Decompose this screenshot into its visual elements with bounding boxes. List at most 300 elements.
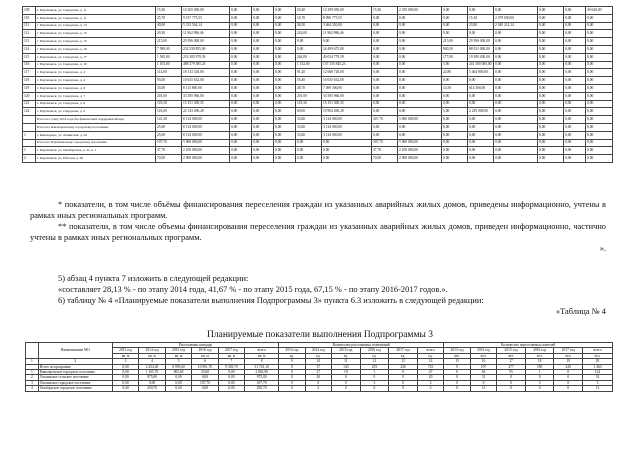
table-row xyxy=(23,108,613,116)
year-header: 2013 год xyxy=(279,348,305,353)
table-cell: 0,00 xyxy=(274,123,296,131)
table-cell: 0,00 xyxy=(468,139,494,147)
resettlement-table xyxy=(22,6,613,163)
table-cell: 31 741,10 xyxy=(245,364,279,369)
table-cell: 0 xyxy=(470,380,496,385)
table-cell: 5,00 xyxy=(442,61,468,69)
table-cell: 12 299 050,00 xyxy=(322,7,372,15)
table-cell: 0 xyxy=(554,386,583,391)
table-cell: 177,00 xyxy=(442,53,468,61)
table-cell: 13 xyxy=(470,386,496,391)
table-cell: 307,70 xyxy=(372,116,398,124)
table-cell: Итого по программе xyxy=(38,364,112,369)
table-cell: 0,00 xyxy=(586,61,613,69)
table-cell: 2 454,40 xyxy=(139,364,165,369)
table-cell: 215,00 xyxy=(442,38,468,46)
table-cell: 2 479 000,00 xyxy=(494,14,538,22)
table-cell: 0,00 xyxy=(564,131,586,139)
table-cell: 0,00 xyxy=(468,7,494,15)
table-cell: 8 096 775,55 xyxy=(322,14,372,22)
table-row xyxy=(23,77,613,85)
table-cell: 118,30 xyxy=(296,100,322,108)
year-header: 2017 год xyxy=(554,348,583,353)
table-cell: 15,30 xyxy=(156,7,182,15)
table-cell: 0,00 xyxy=(538,38,564,46)
table-cell: 0,00 xyxy=(494,38,538,46)
closing-quote: ». xyxy=(599,244,606,253)
column-number: 14 xyxy=(417,359,443,364)
table-cell: 477 xyxy=(497,364,526,369)
unit-header: кв. м xyxy=(218,353,244,358)
table-cell: 0 xyxy=(444,375,470,380)
table-cell: 40,00 xyxy=(156,22,182,30)
table-cell: 0,00 xyxy=(230,30,252,38)
table-row xyxy=(23,69,613,77)
table-cell: 0,00 xyxy=(252,108,274,116)
table-cell: 30 640,00 xyxy=(586,7,613,15)
table-cell: 0,00 xyxy=(586,84,613,92)
table-cell: 0,00 xyxy=(372,14,398,22)
table-cell: 0,00 xyxy=(296,45,322,53)
table-cell: 0,00 xyxy=(372,131,398,139)
table-cell: г. Кавалерово, ул. Ленинская, д. 26 xyxy=(36,131,156,139)
table-cell: 1 152,00 xyxy=(296,61,322,69)
table-cell: 33,60 xyxy=(296,123,322,131)
table-cell: 0,00 xyxy=(586,116,613,124)
table-cell: 48,70 xyxy=(296,84,322,92)
table-cell: 0,00 xyxy=(398,123,442,131)
table-cell: 0,00 xyxy=(586,123,613,131)
table-cell: 0 xyxy=(444,386,470,391)
table-cell: 0,00 xyxy=(274,100,296,108)
amendment-5-text: «составляет 28,13 % - по этапу 2014 года, 41,67 % - по этапу 2015 года, 67,15 % - по этапу 2016-2017 годов.». xyxy=(58,285,448,294)
table-cell: 0,00 xyxy=(564,30,586,38)
table-cell: 0,00 xyxy=(230,14,252,22)
table-cell: 0,00 xyxy=(252,139,274,147)
table-cell: 201,00 xyxy=(156,92,182,100)
column-number: 16 xyxy=(470,359,496,364)
year-header: 2017 год xyxy=(389,348,418,353)
table-row xyxy=(23,22,613,30)
table-cell: 614 500,00 xyxy=(468,84,494,92)
table-cell: 0,00 xyxy=(494,7,538,15)
table-cell: 0,00 xyxy=(398,45,442,53)
table-cell: 0,00 xyxy=(218,386,244,391)
table-cell: 120 xyxy=(23,92,36,100)
unit-header: чел. xyxy=(583,353,613,358)
table-cell: 0,00 xyxy=(230,116,252,124)
table-cell: 2 239 000,00 xyxy=(468,108,494,116)
table-cell: 1 165,70 xyxy=(139,370,165,375)
table-cell: 55,40 xyxy=(296,77,322,85)
table-cell: 0,00 xyxy=(252,123,274,131)
table-cell: 0,00 xyxy=(252,38,274,46)
footnote-2: ** показатели, в том числе объемы финансирования переселения граждан из указанных аварийных жилых домов, приведен информационно, частично учтены в рамках иных региональных программ. xyxy=(30,222,606,242)
table-cell: 0 xyxy=(279,380,305,385)
table-cell: 0,00 xyxy=(274,116,296,124)
table-cell: 93,00 xyxy=(156,77,182,85)
table-cell: 0,00 xyxy=(442,92,468,100)
table-cell: 1 463 xyxy=(583,364,613,369)
table-cell: 0,00 xyxy=(586,92,613,100)
table-cell: 1 xyxy=(525,370,554,375)
table-row xyxy=(23,139,613,147)
table-cell: 20,30 xyxy=(156,30,182,38)
table-cell: 975,00 xyxy=(139,375,165,380)
table-cell: 116 xyxy=(23,61,36,69)
table-cell: 33,60 xyxy=(192,370,218,375)
table-cell: 20 xyxy=(417,375,443,380)
table-cell: 0,00 xyxy=(538,30,564,38)
table-cell: 0,00 xyxy=(442,131,468,139)
table-cell: 0,00 xyxy=(494,53,538,61)
table-cell: 0,00 xyxy=(252,155,274,163)
table-cell: 965,60 xyxy=(165,370,191,375)
table-cell: 2 xyxy=(23,155,36,163)
table-cell: 0,00 xyxy=(252,131,274,139)
table-cell: 0,00 xyxy=(564,100,586,108)
table-cell: 3 134 000,00 xyxy=(322,131,372,139)
table-cell: 0,00 xyxy=(564,7,586,15)
table-cell: 8 134 000,00 xyxy=(182,131,230,139)
table-cell: 107,70 xyxy=(245,380,279,385)
table-cell: 0 xyxy=(360,386,389,391)
table-cell: г. Партизанск, ул. Свердлова, д. 11 xyxy=(36,14,156,22)
table-cell: 18 133 520,00 xyxy=(182,69,230,77)
table-row xyxy=(23,116,613,124)
table-cell: 0,00 xyxy=(586,77,613,85)
unit-header: кв. м xyxy=(192,353,218,358)
table-cell: 488 379 385,23 xyxy=(182,61,230,69)
table-row xyxy=(23,45,613,53)
table-cell: 19 xyxy=(332,370,361,375)
table-cell: 0,00 xyxy=(252,84,274,92)
table-cell: 0,00 xyxy=(372,77,398,85)
table-cell: 121 xyxy=(23,100,36,108)
table-cell: 0,00 xyxy=(564,61,586,69)
year-header: 2015 год xyxy=(497,348,526,353)
table-cell: 0,00 xyxy=(564,116,586,124)
table-cell: 0,00 xyxy=(564,38,586,46)
table-cell: 0,00 xyxy=(398,77,442,85)
table-cell: 0 xyxy=(332,375,361,380)
table-cell: 3 xyxy=(417,380,443,385)
table-cell: 0,00 xyxy=(442,116,468,124)
table-cell: 22 143 496,20 xyxy=(182,108,230,116)
table-cell: г. Партизанск, ул. Свердлова, д. 11 xyxy=(36,7,156,15)
table-cell: 5 313 564,14 xyxy=(182,22,230,30)
table-cell: 0,00 xyxy=(372,22,398,30)
table-cell: 0,00 xyxy=(564,45,586,53)
table-cell: 15,10 xyxy=(468,14,494,22)
table-cell: г. Партизанск, ул. Свердлова, д. 15 xyxy=(36,30,156,38)
table-number: «Таблица № 4 xyxy=(555,307,606,316)
table-cell: 0,00 xyxy=(274,53,296,61)
table-cell: 3 134 000,00 xyxy=(322,123,372,131)
table-cell: 0,00 xyxy=(494,100,538,108)
table-cell: 11 962 986,46 xyxy=(182,30,230,38)
table-cell: г. Партизанск, ул. Свердлова, д. 9 xyxy=(36,108,156,116)
table-cell: 117 xyxy=(23,69,36,77)
table-cell: 0,00 xyxy=(296,147,322,155)
table-cell: 0,00 xyxy=(494,84,538,92)
table-cell: 111 xyxy=(23,22,36,30)
unit-header: ед. xyxy=(417,353,443,358)
table-cell: 0 xyxy=(525,386,554,391)
table-cell: 0,00 xyxy=(586,38,613,46)
table-cell: 0,00 xyxy=(112,386,138,391)
table-cell: 0 xyxy=(279,364,305,369)
table-cell: 0,00 xyxy=(230,100,252,108)
table-cell: 3 xyxy=(583,380,613,385)
table-cell: 0 xyxy=(389,375,418,380)
table-cell: 0,00 xyxy=(230,53,252,61)
table-cell: 0,00 xyxy=(139,380,165,385)
table-cell: 20 xyxy=(305,375,331,380)
table-cell: 37,70 xyxy=(156,147,182,155)
table-cell: 0,00 xyxy=(564,22,586,30)
table-cell: 0,00 xyxy=(274,38,296,46)
group-rooms: Количество расселяемых помещений xyxy=(279,343,444,348)
table-cell: 0,00 xyxy=(230,77,252,85)
table-cell: 0,00 xyxy=(252,77,274,85)
year-header: 2015 год xyxy=(112,348,138,353)
table-cell: 10 635 632,00 xyxy=(322,77,372,85)
table-cell: 63 xyxy=(470,370,496,375)
table-cell: 0,00 xyxy=(112,380,138,385)
table-cell: г. Партизанск, ул. Свердлова, д. 17 xyxy=(36,53,156,61)
table-cell: 0,00 xyxy=(218,375,244,380)
table-cell: 0,00 xyxy=(586,139,613,147)
unit-header: кв. м xyxy=(112,353,138,358)
table-cell: 0,00 xyxy=(230,139,252,147)
table-cell: 0,00 xyxy=(398,69,442,77)
table-cell: 40 034 779,39 xyxy=(322,53,372,61)
table-cell: 4 xyxy=(26,386,39,391)
table-cell: 0,00 xyxy=(564,139,586,147)
table-cell: 70,00 xyxy=(372,155,398,163)
table-cell: 5 000 000,00 xyxy=(182,139,230,147)
table-cell: 0,00 xyxy=(538,84,564,92)
table-cell: 0,00 xyxy=(586,69,613,77)
unit-header: чел. xyxy=(525,353,554,358)
table-cell: 0,00 xyxy=(230,147,252,155)
table-cell: 0,00 xyxy=(398,30,442,38)
table-cell: 19 389 200,00 xyxy=(468,53,494,61)
year-header: всего xyxy=(245,348,279,353)
table-cell: 0,00 xyxy=(468,77,494,85)
unit-header: чел. xyxy=(554,353,583,358)
table-cell: 0,00 xyxy=(538,108,564,116)
table-cell: 3 464 350,00 xyxy=(322,22,372,30)
table-cell: 0,00 xyxy=(252,22,274,30)
table-row xyxy=(23,147,613,155)
table-cell: 0,00 xyxy=(494,108,538,116)
table-cell: 0 xyxy=(332,386,361,391)
table-row xyxy=(23,38,613,46)
table-cell: 0,00 xyxy=(252,147,274,155)
table-cell: 5 000 000,00 xyxy=(398,116,442,124)
table-cell: 116,00 xyxy=(156,108,182,116)
year-header: 2016 год xyxy=(192,348,218,353)
year-header: 2013 год xyxy=(444,348,470,353)
table-cell: 3 xyxy=(26,380,39,385)
table-cell: 0,00 xyxy=(165,380,191,385)
table-cell: 37 xyxy=(305,364,331,369)
table-cell: 725 xyxy=(417,364,443,369)
table-cell: г. Партизанск, ул. Свердлова, д. 15 xyxy=(36,38,156,46)
table-cell: 0,00 xyxy=(494,147,538,155)
table-cell: 233 385 979,39 xyxy=(182,53,230,61)
year-header: всего xyxy=(583,348,613,353)
table-cell: 15 151 300,35 xyxy=(182,100,230,108)
table-cell: 0,00 xyxy=(398,92,442,100)
table-cell: 113 xyxy=(23,38,36,46)
table-cell: 124 xyxy=(583,370,613,375)
table-cell: 0,00 xyxy=(494,45,538,53)
table-cell: 0,00 xyxy=(398,108,442,116)
table-cell: 0,00 xyxy=(274,69,296,77)
table-cell: г. Партизанск, ул. Свердлова, д. 19 xyxy=(36,61,156,69)
table-cell: 118 xyxy=(23,77,36,85)
table-cell: 0,00 xyxy=(230,131,252,139)
column-number: 1 xyxy=(26,359,39,364)
year-header: 2016 год xyxy=(360,348,389,353)
year-header: 2014 год xyxy=(305,348,331,353)
table-cell: 9 339,70 xyxy=(218,364,244,369)
unit-header: ед. xyxy=(279,353,305,358)
table-cell: 118,30 xyxy=(156,100,182,108)
table-cell: 0,00 xyxy=(296,38,322,46)
table-cell: 0,00 xyxy=(372,92,398,100)
table-cell: г. Партизанск, ул. Свердлова, д. 16 xyxy=(36,45,156,53)
table-cell: 0,00 xyxy=(564,155,586,163)
column-number: 19 xyxy=(554,359,583,364)
table-cell: 0,00 xyxy=(372,123,398,131)
table-cell: 0,00 xyxy=(442,77,468,85)
column-number: 20 xyxy=(583,359,613,364)
column-number: 5 xyxy=(165,359,191,364)
table-row xyxy=(23,92,613,100)
table-cell: 250,70 xyxy=(245,386,279,391)
column-number: 6 xyxy=(192,359,218,364)
table-cell: 0,00 xyxy=(468,92,494,100)
group-area: Расселяемая площадь xyxy=(112,343,278,348)
table-cell: 0,00 xyxy=(372,84,398,92)
table-cell: 0,00 xyxy=(230,123,252,131)
table-cell: 0,00 xyxy=(372,61,398,69)
year-header: 2015 год xyxy=(165,348,191,353)
table-cell: Кавалеровское городское поселение xyxy=(38,370,112,375)
table-cell: 0 xyxy=(279,375,305,380)
table-cell: 14,50 xyxy=(442,84,468,92)
table-cell: 0,00 xyxy=(230,69,252,77)
column-number: 7 xyxy=(218,359,244,364)
table-cell: 0,00 xyxy=(252,92,274,100)
table-cell: 0,00 xyxy=(538,69,564,77)
col-mo-name: Наименование МО xyxy=(38,343,112,359)
unit-header: кв. м xyxy=(139,353,165,358)
table-cell: 0,00 xyxy=(442,147,468,155)
table-cell: 2 xyxy=(26,375,39,380)
table-cell: 0,00 xyxy=(442,100,468,108)
table-cell: 0 xyxy=(279,370,305,375)
table-cell: 0,00 xyxy=(274,155,296,163)
table-cell: 0,00 xyxy=(230,22,252,30)
table-cell: 2 900 000,00 xyxy=(182,155,230,163)
table-cell: 0,00 xyxy=(274,84,296,92)
table-cell: 7 499 300,00 xyxy=(322,84,372,92)
table-cell: 0,00 xyxy=(372,45,398,53)
table-cell: 91,20 xyxy=(296,69,322,77)
table-cell: 0,00 xyxy=(322,147,372,155)
table-cell: 11 962 986,46 xyxy=(322,30,372,38)
table-cell: 2 100 000,00 xyxy=(182,147,230,155)
column-number: 3 xyxy=(112,359,138,364)
table-cell: 0,00 xyxy=(274,14,296,22)
table-cell: 0,00 xyxy=(398,38,442,46)
table-cell: 19 904 496,20 xyxy=(322,108,372,116)
table-cell: г. Партизанск, ул. Свердлова, д. 8 xyxy=(36,100,156,108)
table-cell: 0,00 xyxy=(564,108,586,116)
table-cell: 0,00 xyxy=(442,155,468,163)
table-cell: 25,70 xyxy=(156,14,182,22)
table-row xyxy=(23,123,613,131)
table-cell: 0,00 xyxy=(538,139,564,147)
unit-header: ед. xyxy=(332,353,361,358)
table-cell: 0,00 xyxy=(586,100,613,108)
table-cell: 31 xyxy=(470,375,496,380)
column-number: 10 xyxy=(305,359,331,364)
table-cell: Итого по Партизанскому городскому поселению xyxy=(36,139,156,147)
table-cell: 0,00 xyxy=(230,7,252,15)
table-cell: 2 863,90 xyxy=(245,370,279,375)
table-cell: 0,00 xyxy=(274,147,296,155)
table-cell: 1 xyxy=(360,370,389,375)
table-cell: 0,00 xyxy=(564,84,586,92)
table-cell: 0,00 xyxy=(398,14,442,22)
table-cell: 70,00 xyxy=(156,155,182,163)
table-cell: 0,00 xyxy=(442,14,468,22)
table-cell: 0 xyxy=(389,370,418,375)
table-cell: 0,00 xyxy=(586,131,613,139)
table-cell: г. Партизанск, ул. Свердлова, д. 7 xyxy=(36,92,156,100)
table-cell: 10 635 632,00 xyxy=(182,77,230,85)
table-cell: 0 xyxy=(360,375,389,380)
table-cell: 10 901,70 xyxy=(192,364,218,369)
footnote-1: * показатели, в том числе объёмы финансирования переселения граждан из указанных аварийных жилых домов, приведены информационно, учтены в рамках иных региональных программ. xyxy=(30,200,606,220)
table-cell: 0,00 xyxy=(398,84,442,92)
table-cell: 0,00 xyxy=(494,155,538,163)
table-cell: 2 100 000,00 xyxy=(398,147,442,155)
table-cell: 107,70 xyxy=(192,380,218,385)
unit-header: ед. xyxy=(305,353,331,358)
table-cell: 69,00 xyxy=(296,108,322,116)
year-header: 2017 год xyxy=(218,348,244,353)
table-cell: 0,00 xyxy=(192,375,218,380)
table-row xyxy=(23,14,613,22)
table-cell: 36,50 xyxy=(296,22,322,30)
table-cell: 0,00 xyxy=(230,38,252,46)
table-cell: 27 xyxy=(305,370,331,375)
table-cell: 0 xyxy=(279,386,305,391)
table-cell: 0,00 xyxy=(538,22,564,30)
column-number: 15 xyxy=(444,359,470,364)
table-cell: 0,00 xyxy=(252,61,274,69)
table-cell: 112 xyxy=(23,30,36,38)
unit-header: кв. м xyxy=(165,353,191,358)
table-cell: 0,00 xyxy=(274,77,296,85)
